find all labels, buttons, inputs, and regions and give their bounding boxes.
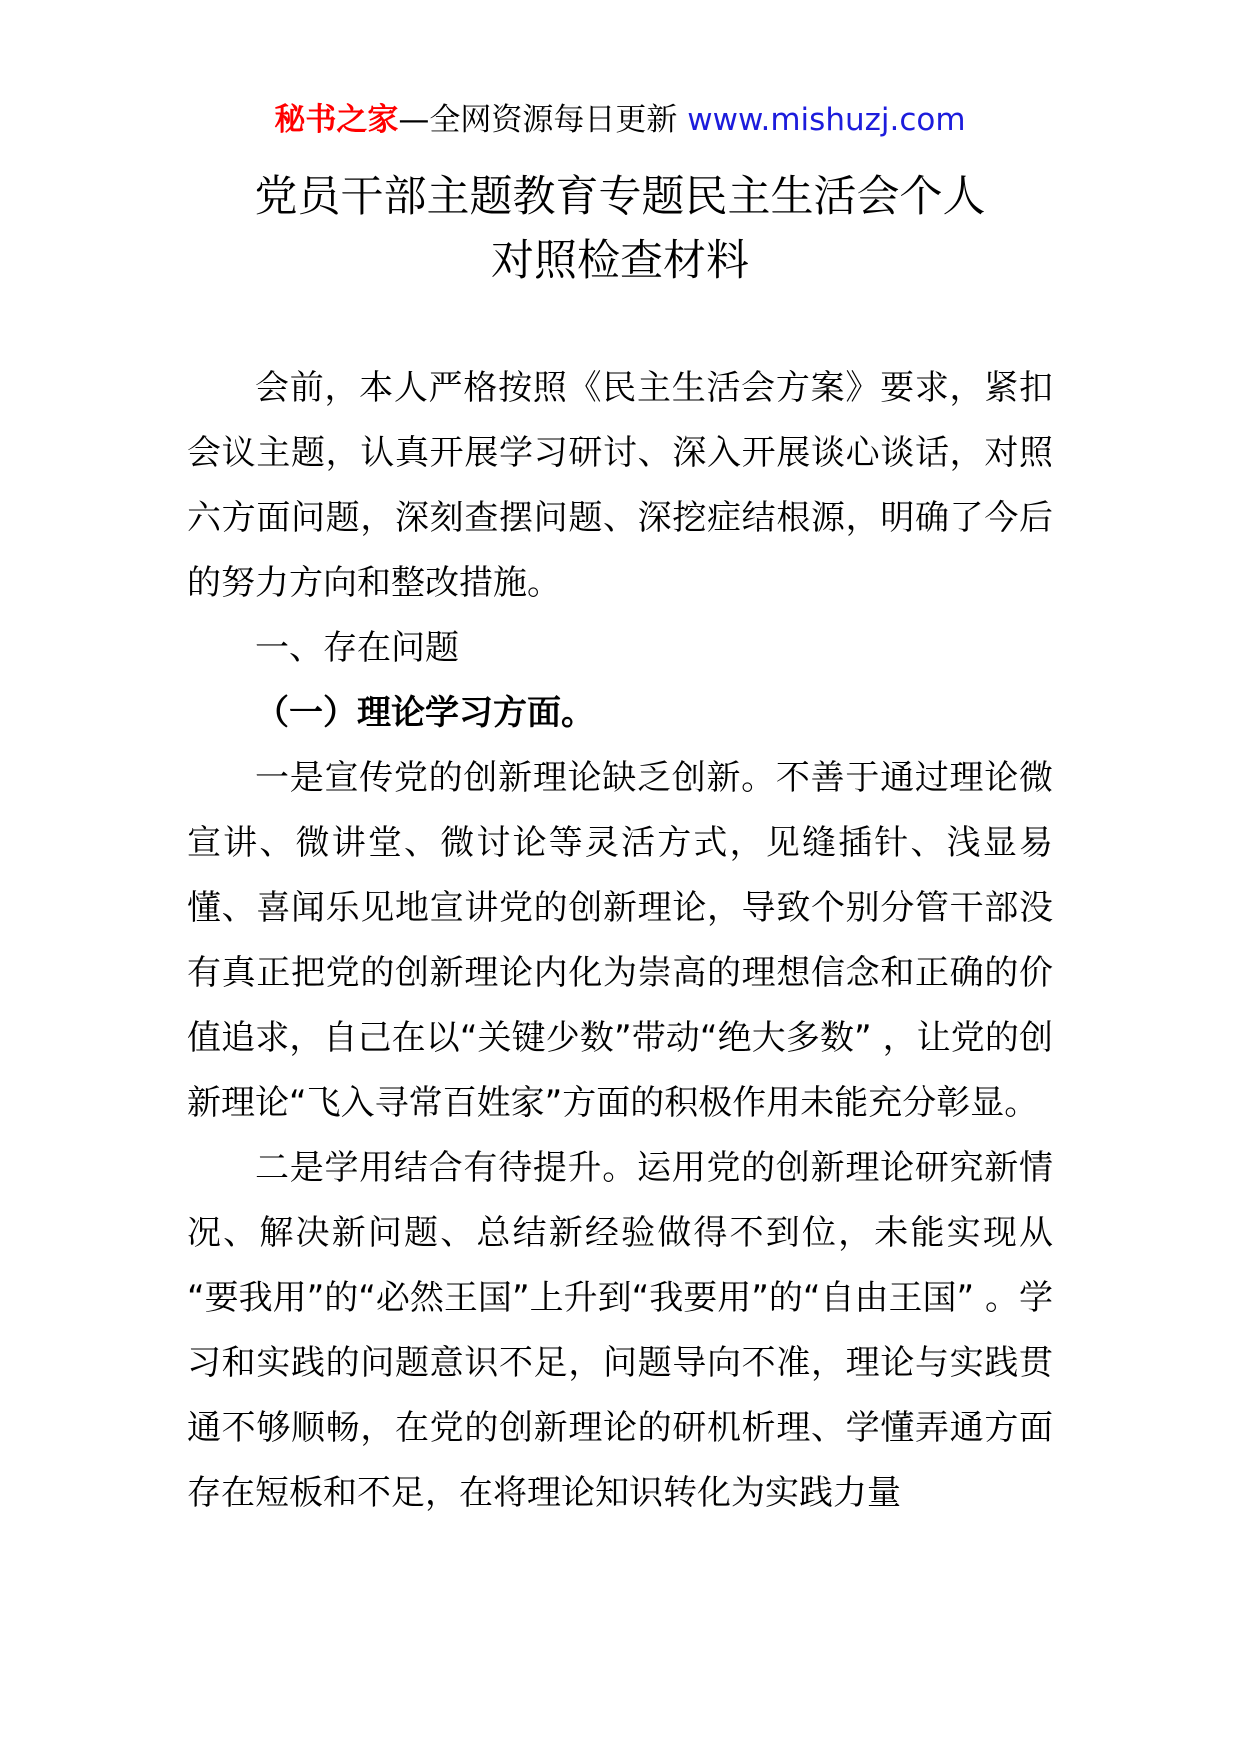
- document-body: [187, 356, 1053, 1526]
- brand-name: 秘书之家: [274, 102, 399, 138]
- section-heading: 一、存在问题: [255, 628, 459, 668]
- body-paragraph-1: 一是宣传党的创新理论缺乏创新。不善于通过理论微宣讲、微讲堂、微讨论等灵活方式，见缝插针、浅显易懂、喜闻乐见地宣讲党的创新理论，导致个别分管干部没有真正把党的创新理论内化为崇高的理想信念和正确的价值追求，自己在以“关键少数”带动“绝大多数” ，让党的创新理论“飞入寻常百姓家”方面的积极作用未能充分彰显。: [187, 758, 1053, 1123]
- site-url-link[interactable]: www.mishuzj.com: [687, 102, 966, 138]
- header-tagline: —全网资源每日更新: [398, 102, 688, 138]
- subsection-heading: （一）理论学习方面。: [255, 693, 595, 733]
- intro-paragraph: 会前，本人严格按照《民主生活会方案》要求，紧扣会议主题，认真开展学习研讨、深入开展谈心谈话，对照六方面问题，深刻查摆问题、深挖症结根源，明确了今后的努力方向和整改措施。: [187, 368, 1053, 603]
- body-paragraph-2: 二是学用结合有待提升。运用党的创新理论研究新情况、解决新问题、总结新经验做得不到位，未能实现从 “要我用”的“必然王国”上升到“我要用”的“自由王国” 。学习和实践的问题意识不足，问题导向不准，理论与实践贯通不够顺畅，在党的创新理论的研机析理、学懂弄通方面存在短板和不足，在将理论知识转化为实践力量: [187, 1148, 1053, 1513]
- title-line-1: 党员干部主题教育专题民主生活会个人: [254, 172, 986, 222]
- document-title: [0, 165, 1240, 293]
- title-line-2: 对照检查材料: [491, 236, 749, 286]
- site-header: [0, 100, 1240, 140]
